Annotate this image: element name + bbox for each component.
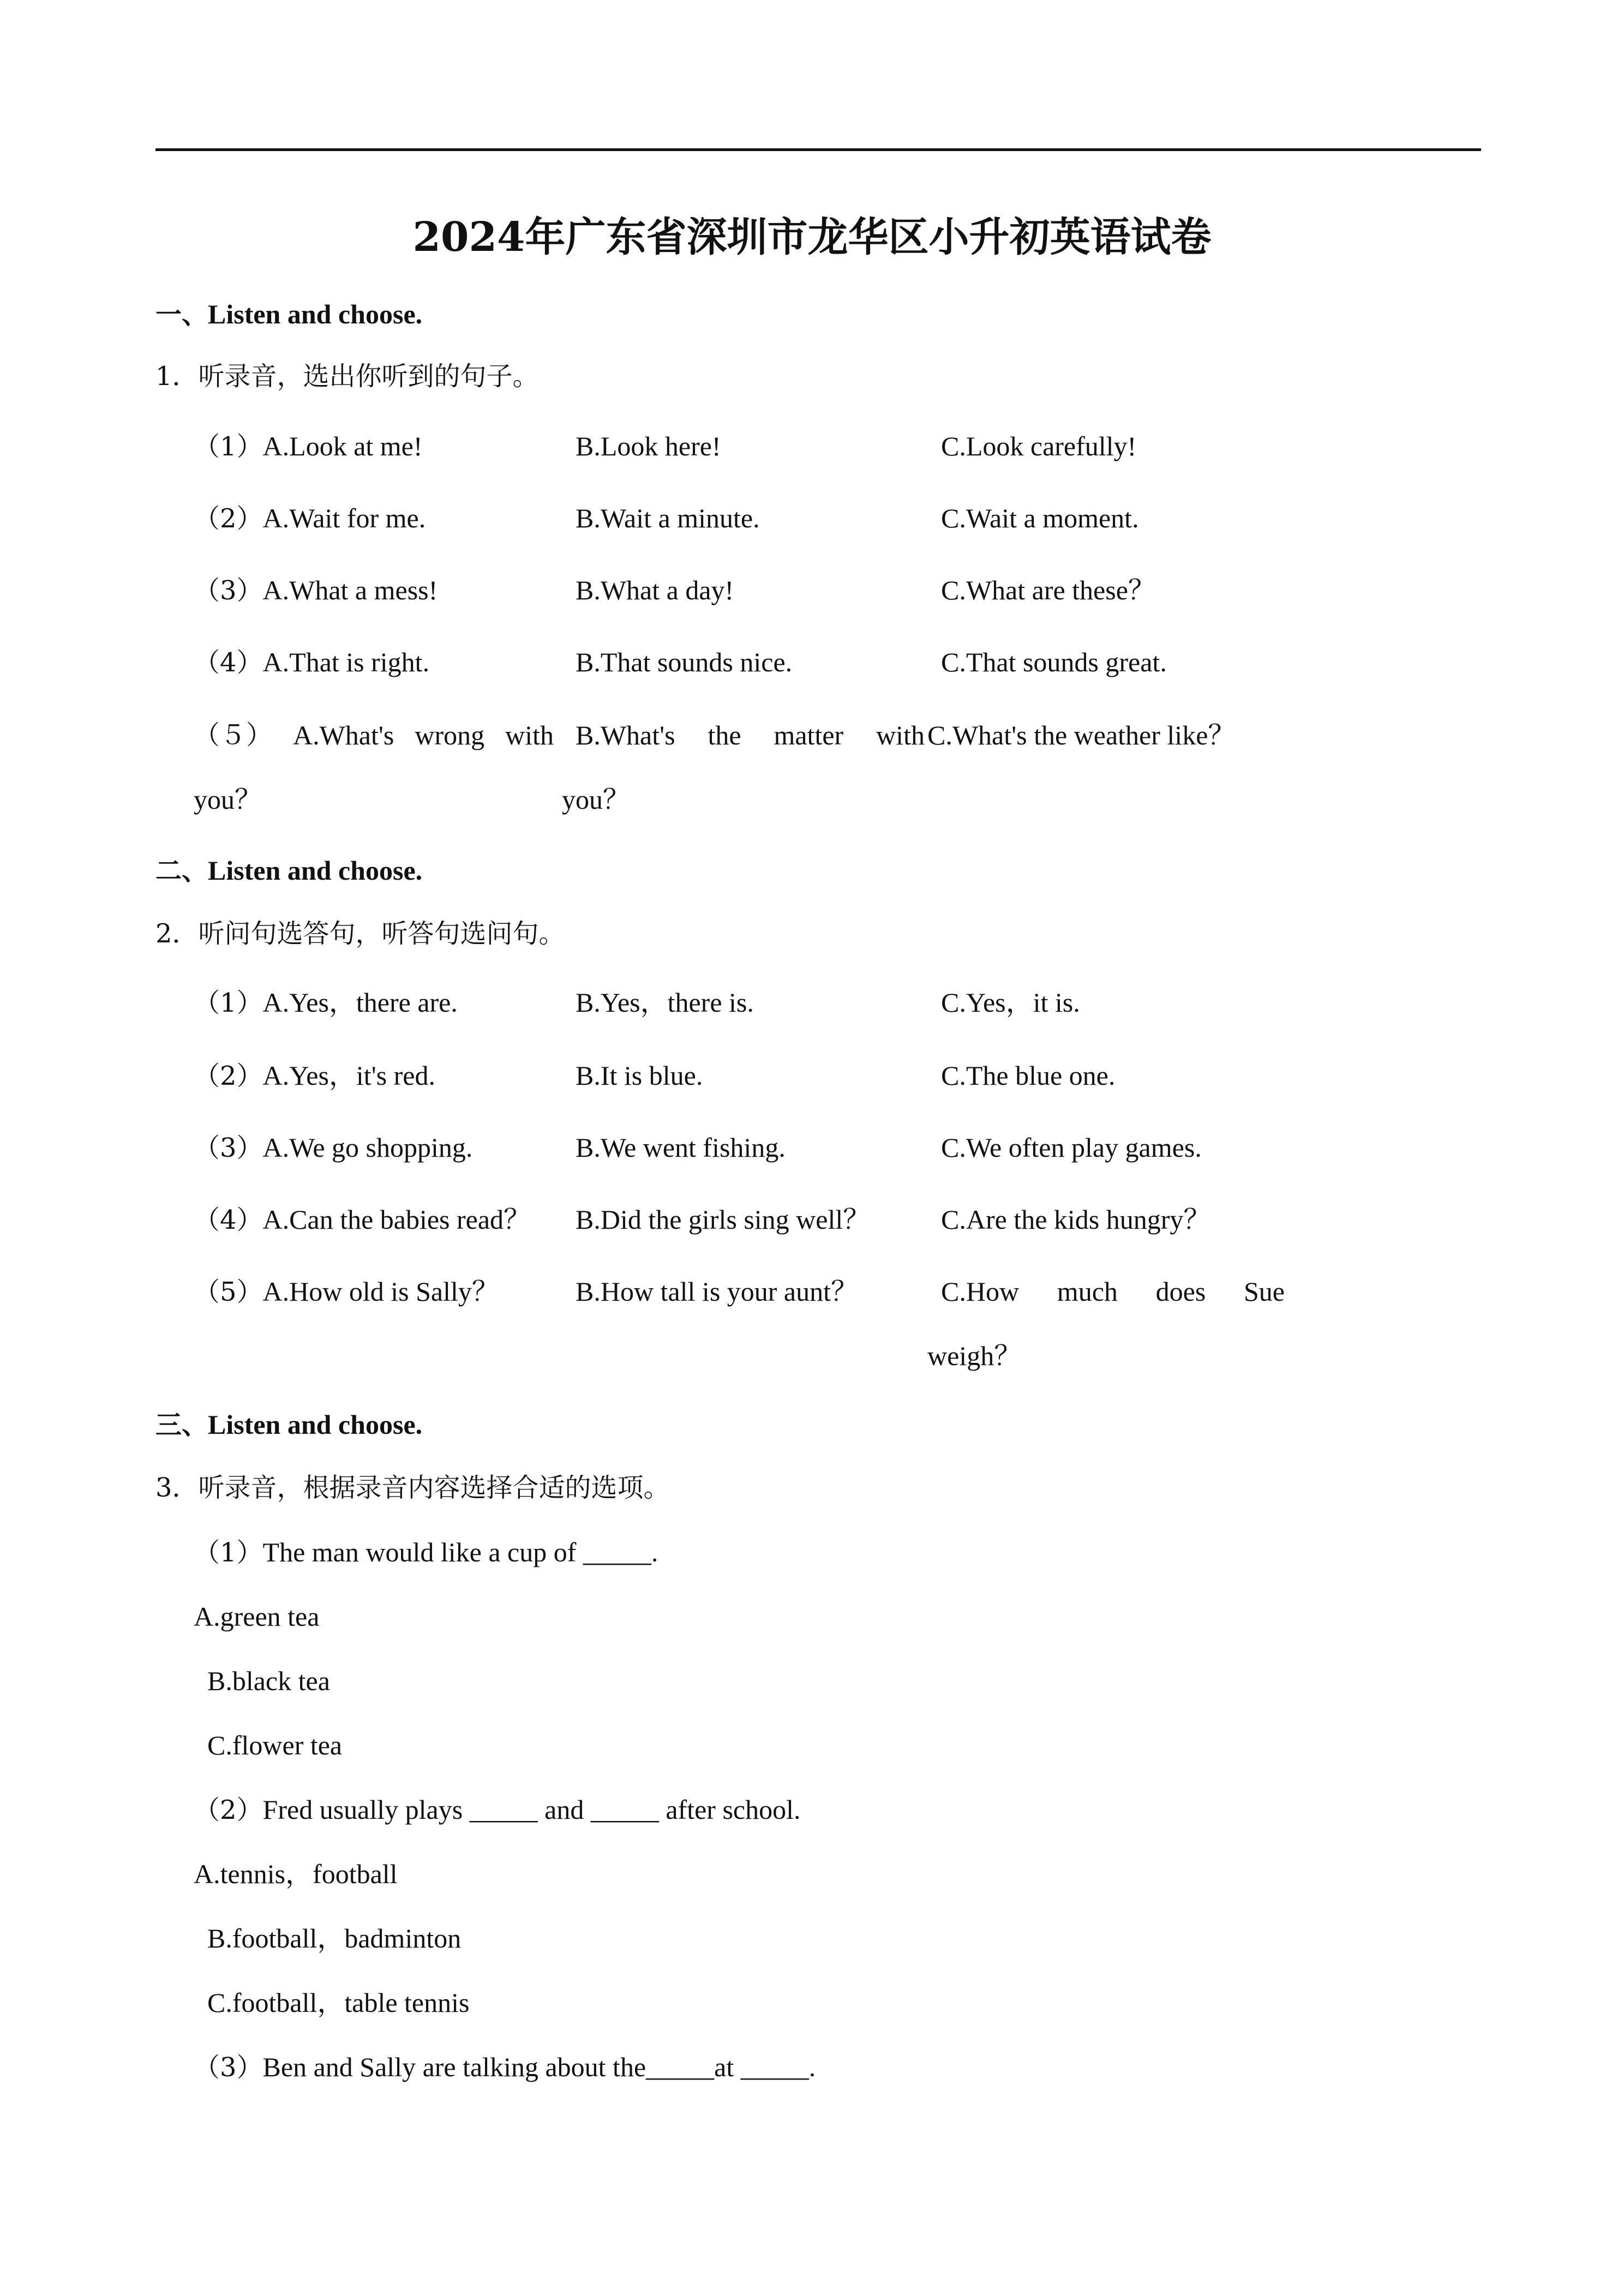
section-1-heading: 一、Listen and choose. bbox=[155, 299, 423, 330]
q1-item-2-option-a[interactable]: （2）A.Wait for me. bbox=[194, 503, 426, 534]
q2-item-5-option-c[interactable]: C.How much does Sue bbox=[941, 1276, 1285, 1307]
q1-item-3-option-b[interactable]: B.What a day! bbox=[576, 575, 734, 605]
q2-item-2-option-a[interactable]: （2）A.Yes，it's red. bbox=[194, 1060, 436, 1091]
q1-item-2-option-b[interactable]: B.Wait a minute. bbox=[576, 503, 760, 533]
question-2-stem: 2．听问句选答句，听答句选问句。 bbox=[155, 918, 565, 949]
question-1-stem: 1．听录音，选出你听到的句子。 bbox=[155, 361, 539, 392]
q1-item-5-option-b-cont: you？ bbox=[562, 784, 630, 815]
q3-item-2-option-a[interactable]: A.tennis，football bbox=[194, 1859, 398, 1889]
q2-item-4-option-b[interactable]: B.Did the girls sing well？ bbox=[576, 1204, 871, 1235]
q2-item-1-option-c[interactable]: C.Yes，it is. bbox=[941, 987, 1080, 1018]
q3-item-2-option-c[interactable]: C.football，table tennis bbox=[207, 1987, 470, 2018]
q1-item-4-option-b[interactable]: B.That sounds nice. bbox=[576, 647, 793, 677]
q3-item-1-option-b[interactable]: B.black tea bbox=[207, 1666, 330, 1696]
q1-item-3-option-c[interactable]: C.What are these？ bbox=[941, 575, 1155, 605]
q1-item-3-option-a[interactable]: （3）A.What a mess! bbox=[194, 575, 438, 606]
q2-item-3-option-c[interactable]: C.We often play games. bbox=[941, 1132, 1202, 1163]
q2-item-4-option-a[interactable]: （4）A.Can the babies read？ bbox=[194, 1204, 531, 1235]
q1-item-5-option-a-cont: you？ bbox=[194, 784, 262, 815]
q3-item-1-option-a[interactable]: A.green tea bbox=[194, 1601, 320, 1632]
q2-item-3-option-b[interactable]: B.We went fishing. bbox=[576, 1132, 786, 1163]
q2-item-3-option-a[interactable]: （3）A.We go shopping. bbox=[194, 1132, 473, 1163]
header-rule bbox=[155, 148, 1481, 151]
q2-item-1-option-b[interactable]: B.Yes，there is. bbox=[576, 987, 754, 1018]
q3-item-1-text: （1）The man would like a cup of _____. bbox=[194, 1537, 658, 1568]
q2-item-5-option-b[interactable]: B.How tall is your aunt？ bbox=[576, 1276, 859, 1307]
section-3-heading: 三、Listen and choose. bbox=[155, 1409, 423, 1440]
q1-item-1-option-b[interactable]: B.Look here! bbox=[576, 431, 721, 461]
q2-item-1-option-a[interactable]: （1）A.Yes，there are. bbox=[194, 987, 458, 1018]
q2-item-2-option-c[interactable]: C.The blue one. bbox=[941, 1060, 1116, 1091]
q1-item-4-option-a[interactable]: （4）A.That is right. bbox=[194, 647, 430, 678]
q1-item-4-option-c[interactable]: C.That sounds great. bbox=[941, 647, 1167, 677]
q3-item-2-text: （2）Fred usually plays _____ and _____ after school. bbox=[194, 1794, 801, 1825]
page-title: 2024年广东省深圳市龙华区小升初英语试卷 bbox=[412, 214, 1212, 261]
section-2-heading: 二、Listen and choose. bbox=[155, 855, 423, 886]
q1-item-5-option-b[interactable]: B.What's the matter with bbox=[576, 720, 925, 750]
q1-item-5-option-c[interactable]: C.What's the weather like？ bbox=[927, 720, 1236, 750]
q3-item-2-option-b[interactable]: B.football，badminton bbox=[207, 1923, 462, 1954]
q2-item-4-option-c[interactable]: C.Are the kids hungry？ bbox=[941, 1204, 1211, 1235]
q1-item-1-option-a[interactable]: （1）A.Look at me! bbox=[194, 431, 423, 462]
q3-item-3-text: （3）Ben and Sally are talking about the_____at _____. bbox=[194, 2052, 816, 2083]
q1-item-5-option-a[interactable]: （５） A.What's wrong with bbox=[194, 718, 554, 753]
q1-item-2-option-c[interactable]: C.Wait a moment. bbox=[941, 503, 1139, 533]
q2-item-2-option-b[interactable]: B.It is blue. bbox=[576, 1060, 703, 1091]
question-3-stem: 3．听录音，根据录音内容选择合适的选项。 bbox=[155, 1472, 670, 1503]
q1-item-1-option-c[interactable]: C.Look carefully! bbox=[941, 431, 1137, 461]
q2-item-5-option-c-cont: weigh？ bbox=[927, 1341, 1022, 1371]
q2-item-5-option-a[interactable]: （5）A.How old is Sally？ bbox=[194, 1276, 499, 1307]
item-number: （５） bbox=[194, 720, 273, 750]
q3-item-1-option-c[interactable]: C.flower tea bbox=[207, 1730, 343, 1760]
